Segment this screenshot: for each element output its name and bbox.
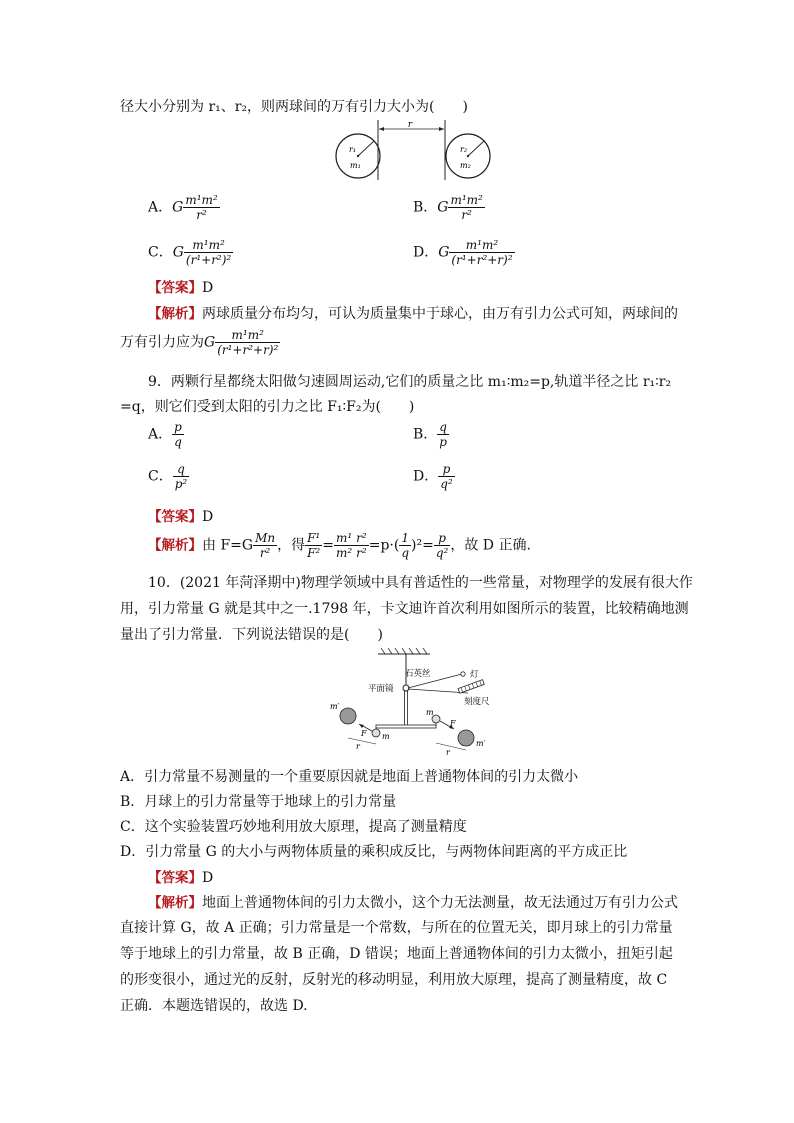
fig-m-left: m: [382, 732, 390, 741]
q10-analysis-line1: 【解析】地面上普通物体间的引力太微小，这个力无法测量，故无法通过万有引力公式: [148, 895, 678, 911]
q8-analysis-line2: 万有引力应为G $\frac{\text{m¹m²}}{\text{(r¹+r²+r)²}}$: [120, 328, 279, 357]
q10-cavendish-figure: [326, 646, 498, 758]
q10-analysis-line5: 正确．本题选错误的，故选 D.: [120, 998, 308, 1014]
q8-option-b[interactable]: B．G $\frac{\text{m¹m²}}{\text{r²}}$: [413, 193, 483, 222]
fig-m-prime-left: m′: [330, 702, 340, 711]
q9-option-c[interactable]: C． $\frac{q}{\text{p²}}$: [148, 462, 188, 491]
q9-analysis: 【解析】由 F=G $\frac{Mn}{\text{r²}}$ ，得 $\frac{\text{F¹}}{\text{F²}}$ = $\frac{\text{m¹}}{\text{m²}}$ $\frac{\text{r²}}{\text{r²}}$ =p·( $\frac{1}{q}$ )²= $\frac{p}{\text{q²}}$ ，故 D 正确.: [148, 531, 531, 560]
fig-r1-label: r₁: [349, 145, 357, 154]
fig-r-right: r: [446, 748, 450, 757]
fig-m1-label: m₁: [350, 161, 361, 170]
q10-stem-line3: 量出了引力常量．下列说法错误的是( ): [120, 627, 383, 643]
q9-stem-line1: 9．两颗行星都绕太阳做匀速圆周运动,它们的质量之比 m₁∶m₂=p,轨道半径之比 r₁∶r₂: [148, 374, 672, 390]
q9-option-d[interactable]: D． $\frac{p}{\text{q²}}$: [413, 462, 453, 491]
fig-mirror-label: 平面镜: [368, 684, 394, 694]
fig-quartz-label: 石英丝: [405, 669, 431, 679]
q10-option-b[interactable]: B．月球上的引力常量等于地球上的引力常量: [120, 794, 397, 810]
fig-r-label: r: [407, 120, 413, 130]
q8-answer: 【答案】D: [148, 280, 214, 296]
fig-r2-label: r₂: [460, 145, 468, 154]
q8-option-a[interactable]: A．G $\frac{\text{m¹m²}}{\text{r²}}$: [148, 193, 218, 222]
q10-analysis-line3: 等于地球上的引力常量，故 B 正确，D 错误；地面上普通物体间的引力太微小，扭矩引起: [120, 946, 673, 962]
q10-answer: 【答案】D: [148, 870, 214, 886]
q10-option-a[interactable]: A．引力常量不易测量的一个重要原因就是地面上普通物体间的引力太微小: [120, 769, 579, 785]
fig-scale-label: 刻度尺: [464, 697, 490, 707]
q10-option-d[interactable]: D．引力常量 G 的大小与两物体质量的乘积成反比，与两物体间距离的平方成正比: [120, 844, 628, 860]
q8-option-c[interactable]: C．G $\frac{\text{m¹m²}}{\text{(r¹+r²)²}}$: [148, 238, 232, 267]
q10-stem-line1: 10．(2021 年菏泽期中)物理学领域中具有普适性的一些常量，对物理学的发展有很大作: [148, 575, 693, 591]
fig-f-left: F: [361, 729, 367, 738]
q8-option-d[interactable]: D．G $\frac{\text{m¹m²}}{\text{(r¹+r²+r)²}}$: [413, 238, 513, 267]
fig-m2-label: m₂: [460, 161, 471, 170]
q10-option-c[interactable]: C．这个实验装置巧妙地利用放大原理，提高了测量精度: [120, 819, 467, 835]
q8-two-spheres-figure: [330, 118, 500, 188]
q10-stem-line2: 用，引力常量 G 就是其中之一.1798 年，卡文迪许首次利用如图所示的装置，比较精确地测: [120, 601, 689, 617]
fig-m-prime-right: m′: [476, 739, 486, 748]
q9-answer: 【答案】D: [148, 509, 214, 525]
q9-option-a[interactable]: A． $\frac{p}{q}$: [148, 420, 182, 449]
fig-lamp-label: 灯: [470, 670, 479, 680]
q10-analysis-line4: 的形变很小，通过光的反射，反射光的移动明显，利用放大原理，提高了测量精度，故 C: [120, 972, 668, 988]
q8-analysis-line1: 【解析】两球质量分布均匀，可认为质量集中于球心，由万有引力公式可知，两球间的: [148, 306, 678, 322]
fig-m-right: m: [426, 708, 434, 717]
fig-f-right: F: [450, 719, 456, 728]
q9-stem-line2: =q，则它们受到太阳的引力之比 F₁∶F₂为( ): [120, 399, 415, 415]
q8-stem: 径大小分别为 r₁、r₂，则两球间的万有引力大小为( ): [120, 99, 468, 115]
q10-analysis-line2: 直接计算 G，故 A 正确；引力常量是一个常数，与所在的位置无关，即月球上的引力常量: [120, 920, 673, 936]
fig-r-left: r: [356, 742, 360, 751]
q9-option-b[interactable]: B． $\frac{q}{p}$: [413, 420, 447, 449]
